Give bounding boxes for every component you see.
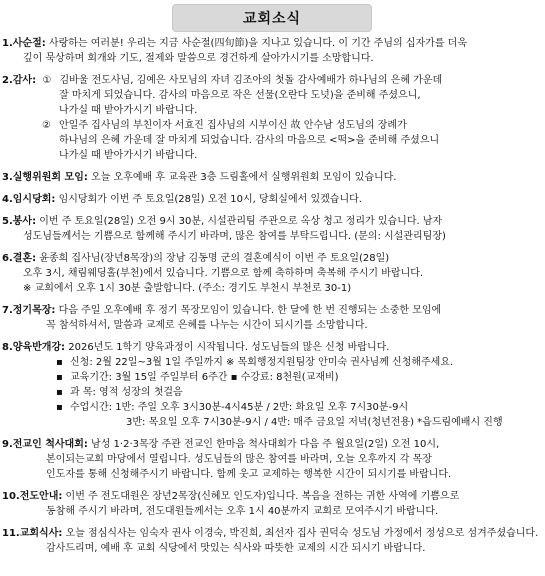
announcement-label: 3.실행위원회 모임: xyxy=(2,172,88,183)
sub-text: 안일주 집사님의 부친이자 서효진 집사님의 시부이신 故 안수남 성도님의 장례가 xyxy=(59,120,407,131)
announcement-text: 남성 1·2·3목장 주관 전교인 한마음 척사대회가 다음 주 월요일(2일) 오전 10시, xyxy=(87,439,440,450)
sub-text: 잘 마치게 되었습니다. 감사의 마음으로 작은 선물(오란다 도넛)을 준비해 주셨으니, xyxy=(59,90,421,101)
announcement-4 xyxy=(2,192,543,207)
announcement-text: 다음 주일 오후예배 후 정기 목장모임이 있습니다. 한 달에 한 번 진행되는 소중한 모임에 xyxy=(55,305,442,316)
announcement-text: 사랑하는 여러분! 우리는 지금 사순절(四旬節)을 지나고 있습니다. 이 기간 주님의 십자가를 더욱 xyxy=(45,38,467,49)
bullet-icon: ▪ xyxy=(56,402,63,413)
announcement-note: ※ 교회에서 오후 1시 30분 출발합니다. (주소: 경기도 부천시 부천로 30-1) xyxy=(23,283,352,294)
announcement-label: 9.전교인 척사대회: xyxy=(2,439,88,450)
announcement-label: 8.양육반개강: xyxy=(2,342,66,353)
announcement-label: 6.결혼: xyxy=(2,253,37,264)
announcement-11 xyxy=(2,526,543,556)
bullet-icon: ▪ xyxy=(56,372,63,383)
announcement-label: 7.정기목장: xyxy=(2,305,56,316)
page-title: 교회소식 xyxy=(172,4,372,32)
announcement-8 xyxy=(2,340,543,430)
announcement-label: 11.교회식사: xyxy=(2,528,63,539)
announcement-label: 4.임시당회: xyxy=(2,194,56,205)
sub-marker: ② xyxy=(42,120,51,131)
bullet-text: 교육기간: 3월 15일 주일부터 6주간 ▪ 수강료: 8천원(교재비) xyxy=(70,372,339,383)
announcement-5 xyxy=(2,214,543,244)
announcement-label: 2.감사: xyxy=(2,75,37,86)
announcement-text: 인도자를 통해 신청해주시기 바랍니다. 함께 웃고 교제하는 행복한 시간이 되시기를 바랍니다. xyxy=(46,469,452,480)
announcement-text: 오늘 점심식사는 임숙자 권사 이경숙, 박진희, 최선자 집사 권덕숙 성도님 가정에서 정성으로 섬겨주셨습니다. xyxy=(62,528,539,539)
announcement-text: 이번 주 토요일(28일) 오전 9시 30분, 시설관리팀 주관으로 옥상 청고 정리가 있습니다. 남자 xyxy=(36,216,443,227)
announcement-text: 2026년도 1학기 양육과정이 시작됩니다. 성도님들의 많은 신청 바랍니다. xyxy=(65,342,390,353)
announcement-label: 5.봉사: xyxy=(2,216,37,227)
announcement-text: 동참해 주시기 바라며, 전도대원들께서는 오후 1시 40분까지 교회로 모여주시기 바랍니다. xyxy=(46,506,439,517)
announcement-6 xyxy=(2,251,543,296)
announcement-text: 감사드리며, 예배 후 교회 식당에서 맛있는 식사와 따뜻한 교제의 시간 되시기 바랍니다. xyxy=(46,543,426,554)
announcement-text: 임시당회가 이번 주 토요일(28일) 오전 10시, 당회실에서 있겠습니다. xyxy=(55,194,362,205)
sub-text: 나가실 때 받아가시기 바랍니다. xyxy=(59,105,198,116)
bullet-text: 과 목: 영적 성장의 첫걸음 xyxy=(70,387,183,398)
sub-text: 하나님의 은혜 가운데 잘 마치게 되었습니다. 감사의 마음으로 <떡>을 준비해 주셨으니 xyxy=(59,135,440,146)
announcement-text: 깊이 묵상하며 회개와 기도, 절제와 말씀으로 경건하게 살아가시기를 소망합니다. xyxy=(23,53,374,64)
announcement-1 xyxy=(2,36,543,66)
announcement-list xyxy=(2,36,543,563)
announcement-9 xyxy=(2,437,543,482)
announcement-label: 1.사순절: xyxy=(2,38,46,49)
announcement-3 xyxy=(2,170,543,185)
announcement-2 xyxy=(2,73,543,163)
sub-marker: ① xyxy=(42,75,52,86)
announcement-label: 10.전도안내: xyxy=(2,491,63,502)
announcement-text: 오후 3시, 채림웨딩홀(부천)에서 있습니다. 기쁨으로 함께 축하하며 축복해 주시기 바랍니다. xyxy=(23,268,424,279)
announcement-10 xyxy=(2,489,543,519)
bullet-icon: ▪ xyxy=(56,387,63,398)
bullet-icon: ▪ xyxy=(56,357,63,368)
bullet-text: 수업시간: 1반: 주일 오후 3시30분-4시45분 / 2반: 화요일 오후 7시30분-9시 xyxy=(70,402,409,413)
announcement-text: 이번 주 전도대원은 장년2목장(신혜모 인도자)입니다. 복음을 전하는 귀한 사역에 기쁨으로 xyxy=(62,491,460,502)
sub-text: 나가실 때 받아가시기 바랍니다. xyxy=(59,150,198,161)
announcement-text: 꼭 참석하셔서, 말씀과 교제로 은혜를 나누는 시간이 되시기를 소망합니다. xyxy=(46,320,368,331)
bullet-text: 신청: 2월 22일~3월 1일 주일까지 ※ 목회행정지원팀장 안미숙 권사님께 신청해주세요. xyxy=(70,357,454,368)
announcement-text: 본이되는교회 마당에서 열립니다. 성도님들의 많은 참여를 바라며, 오늘 오후까지 각 목장 xyxy=(46,454,432,465)
sub-text: 김바울 전도사님, 김예은 사모님의 자녀 김조아의 첫돌 감사예배가 하나님의 은혜 가운데 xyxy=(59,75,443,86)
announcement-text: 성도님들께서는 기쁨으로 함께해 주시기 바라며, 많은 참여를 부탁드립니다. (문의: 시설관리팀장) xyxy=(23,231,446,242)
announcement-text: 오늘 오후예배 후 교육관 3층 드림홀에서 실행위원회 모임이 있습니다. xyxy=(87,172,397,183)
announcement-7 xyxy=(2,303,543,333)
bullet-text: 3반: 목요일 오후 7시30분-9시 / 4반: 매주 금요일 저녁(청년전용) *읍드림예배시 진행 xyxy=(126,417,503,428)
announcement-text: 윤종희 집사님(장년8목장)의 장남 김동명 군의 결혼예식이 이번 주 토요일(28일) xyxy=(36,253,390,264)
